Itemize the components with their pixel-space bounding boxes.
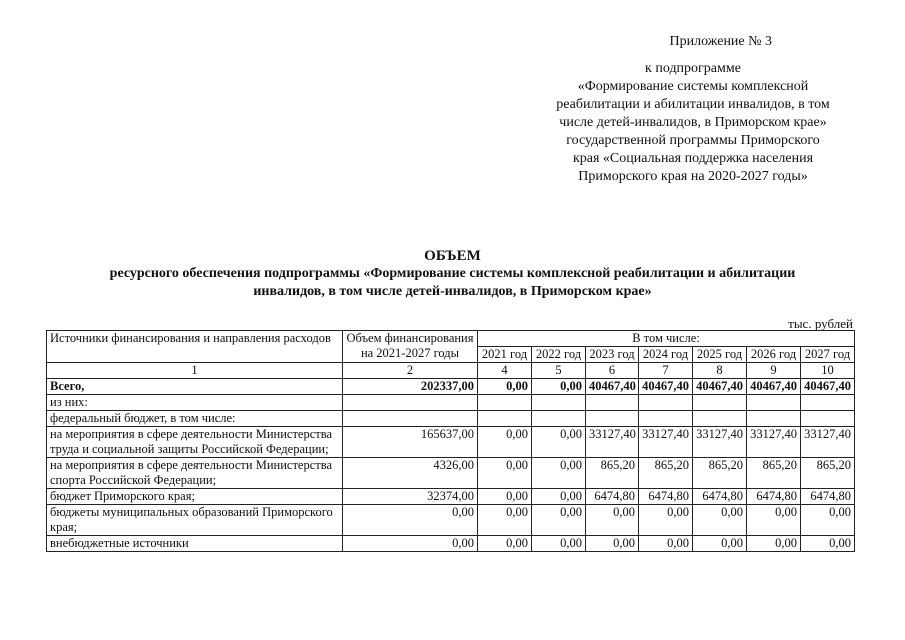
- row-label: на мероприятия в сфере деятельности Министерства труда и социальной защиты Российской Федерации;: [47, 427, 343, 458]
- row-year-value: 0,00: [532, 489, 586, 505]
- row-year-value: 33127,40: [639, 427, 693, 458]
- row-year-value: [639, 395, 693, 411]
- row-year-value: [747, 411, 801, 427]
- row-year-value: 865,20: [586, 458, 639, 489]
- header-row: [47, 331, 855, 347]
- row-label: бюджеты муниципальных образований Приморского края;: [47, 505, 343, 536]
- row-year-value: 0,00: [478, 489, 532, 505]
- row-total: 32374,00: [343, 489, 478, 505]
- row-year-value: 0,00: [532, 536, 586, 552]
- row-total: 4326,00: [343, 458, 478, 489]
- row-year-value: 6474,80: [801, 489, 855, 505]
- header-total-line1: Объем финансирования: [346, 331, 474, 345]
- row-year-value: 0,00: [586, 505, 639, 536]
- row-year-value: [693, 411, 747, 427]
- row-year-value: [478, 395, 532, 411]
- appendix-line: «Формирование системы комплексной: [577, 79, 809, 94]
- header-source: Источники финансирования и направления расходов: [47, 331, 343, 363]
- col-number: 2: [343, 363, 478, 379]
- row-label: из них:: [47, 395, 343, 411]
- col-number: 5: [532, 363, 586, 379]
- col-number: 6: [586, 363, 639, 379]
- appendix-block: [548, 34, 838, 186]
- appendix-line: реабилитации и абилитации инвалидов, в том: [556, 97, 830, 112]
- year-cell: 2026 год: [747, 347, 801, 363]
- table-row: [47, 536, 855, 552]
- row-year-value: 40467,40: [801, 379, 855, 395]
- year-cell: 2023 год: [586, 347, 639, 363]
- row-year-value: 0,00: [532, 427, 586, 458]
- col-number: 1: [47, 363, 343, 379]
- table-row: [47, 427, 855, 458]
- row-year-value: 6474,80: [639, 489, 693, 505]
- appendix-line: числе детей-инвалидов, в Приморском крае»: [559, 115, 827, 130]
- appendix-title: Приложение № 3: [669, 34, 772, 49]
- row-total: 165637,00: [343, 427, 478, 458]
- header-including: В том числе:: [478, 331, 855, 347]
- table-row: [47, 395, 855, 411]
- column-numbers-row: [47, 363, 855, 379]
- row-year-value: 6474,80: [586, 489, 639, 505]
- row-total: [343, 411, 478, 427]
- row-label: бюджет Приморского края;: [47, 489, 343, 505]
- row-year-value: 33127,40: [693, 427, 747, 458]
- row-year-value: 0,00: [532, 379, 586, 395]
- row-year-value: 33127,40: [586, 427, 639, 458]
- header-total-line2: на 2021-2027 годы: [360, 346, 460, 360]
- row-year-value: 0,00: [478, 427, 532, 458]
- row-label: внебюджетные источники: [47, 536, 343, 552]
- row-year-value: 0,00: [478, 536, 532, 552]
- heading-line: инвалидов, в том числе детей-инвалидов, в Приморском крае»: [253, 284, 652, 299]
- row-label: на мероприятия в сфере деятельности Министерства спорта Российской Федерации;: [47, 458, 343, 489]
- col-number: 4: [478, 363, 532, 379]
- row-year-value: 0,00: [801, 505, 855, 536]
- row-year-value: 33127,40: [747, 427, 801, 458]
- row-year-value: 40467,40: [747, 379, 801, 395]
- row-year-value: 0,00: [747, 536, 801, 552]
- row-year-value: 6474,80: [747, 489, 801, 505]
- row-year-value: 865,20: [747, 458, 801, 489]
- row-year-value: [586, 411, 639, 427]
- row-label: Всего,: [47, 379, 343, 395]
- appendix-line: к подпрограмме: [645, 61, 741, 76]
- table-row: [47, 458, 855, 489]
- row-year-value: [586, 395, 639, 411]
- appendix-line: Приморского края на 2020-2027 годы»: [578, 169, 808, 184]
- row-year-value: 0,00: [693, 505, 747, 536]
- table-row: [47, 379, 855, 395]
- row-year-value: [639, 411, 693, 427]
- col-number: 10: [801, 363, 855, 379]
- header-total: [343, 331, 478, 363]
- row-total: [343, 395, 478, 411]
- year-cell: 2022 год: [532, 347, 586, 363]
- row-year-value: 0,00: [532, 505, 586, 536]
- row-year-value: 0,00: [693, 536, 747, 552]
- table-row: [47, 411, 855, 427]
- row-total: 0,00: [343, 505, 478, 536]
- row-year-value: 865,20: [639, 458, 693, 489]
- row-year-value: 0,00: [639, 536, 693, 552]
- table-row: [47, 489, 855, 505]
- heading-line: ресурсного обеспечения подпрограммы «Формирование системы комплексной реабилитации и абилитации: [109, 266, 796, 281]
- year-cell: 2021 год: [478, 347, 532, 363]
- row-year-value: 6474,80: [693, 489, 747, 505]
- row-year-value: [532, 395, 586, 411]
- row-year-value: 0,00: [532, 458, 586, 489]
- row-year-value: [478, 411, 532, 427]
- row-year-value: 40467,40: [693, 379, 747, 395]
- row-year-value: [801, 411, 855, 427]
- row-year-value: [532, 411, 586, 427]
- row-total: 0,00: [343, 536, 478, 552]
- row-year-value: 0,00: [478, 505, 532, 536]
- heading-title: ОБЪЕМ: [424, 248, 481, 264]
- col-number: 8: [693, 363, 747, 379]
- year-cell: 2027 год: [801, 347, 855, 363]
- row-year-value: 40467,40: [586, 379, 639, 395]
- resource-table: [46, 330, 855, 552]
- table-row: [47, 505, 855, 536]
- row-year-value: [801, 395, 855, 411]
- row-year-value: 40467,40: [639, 379, 693, 395]
- row-year-value: 0,00: [586, 536, 639, 552]
- row-year-value: 0,00: [639, 505, 693, 536]
- row-label: федеральный бюджет, в том числе:: [47, 411, 343, 427]
- row-year-value: 865,20: [693, 458, 747, 489]
- year-cell: 2025 год: [693, 347, 747, 363]
- appendix-line: края «Социальная поддержка населения: [572, 151, 814, 166]
- row-year-value: [747, 395, 801, 411]
- row-year-value: 0,00: [478, 458, 532, 489]
- row-year-value: [693, 395, 747, 411]
- row-year-value: 33127,40: [801, 427, 855, 458]
- row-year-value: 865,20: [801, 458, 855, 489]
- appendix-line: государственной программы Приморского: [566, 133, 820, 148]
- row-year-value: 0,00: [747, 505, 801, 536]
- row-year-value: 0,00: [478, 379, 532, 395]
- row-total: 202337,00: [343, 379, 478, 395]
- year-cell: 2024 год: [639, 347, 693, 363]
- row-year-value: 0,00: [801, 536, 855, 552]
- col-number: 9: [747, 363, 801, 379]
- document-heading: [40, 247, 865, 301]
- unit-label: тыс. рублей: [788, 316, 853, 331]
- col-number: 7: [639, 363, 693, 379]
